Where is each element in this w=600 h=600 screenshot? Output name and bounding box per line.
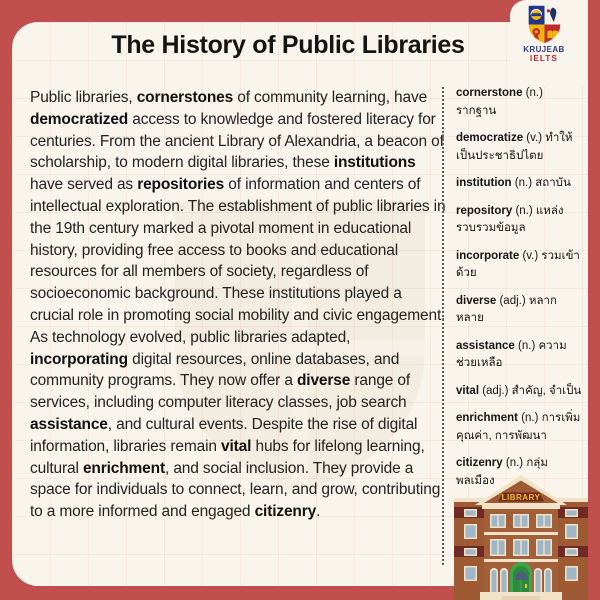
vocab-item — [456, 175, 584, 193]
vertical-dotted-divider — [442, 87, 444, 565]
article-text: of information and centers of intellectual exploration. The establishment of public libraries in the 19th century marked a pivotal moment in educational history, providing free access to books and educational resources for all members of society, regardless of socioeconomic background. These institutions played a crucial role in promoting social mobility and civic engagement. As technology evolved, public libraries adapted, — [30, 176, 446, 346]
vocab-term-inline: institutions — [333, 154, 416, 172]
article-text: hubs for lifelong learning, cultural — [30, 437, 425, 477]
vocab-pos: (n.) — [518, 412, 542, 424]
brand-shield-icon — [528, 5, 561, 44]
article-text: . — [316, 503, 321, 521]
vocab-term-inline: democratized — [30, 110, 129, 128]
vocab-item — [456, 130, 584, 165]
vocab-thai: กลุ่มพลเมือง — [456, 457, 548, 487]
brand-subname: IELTS — [529, 54, 559, 63]
vocab-term-inline: diverse — [296, 372, 351, 390]
vocab-pos: (v.) — [523, 132, 546, 144]
vocab-term-inline: repositories — [137, 176, 225, 194]
vocab-thai: หลากหลาย — [456, 294, 557, 324]
vocab-term-inline: vital — [221, 437, 252, 455]
article-text: Public libraries, — [30, 89, 137, 106]
article-text: of community learning, have — [233, 89, 428, 106]
vocab-pos: (adj.) — [479, 384, 512, 397]
article-paragraph — [30, 87, 447, 523]
article-text: , and social inclusion. They provide a space for individuals to connect, learn, and grow, contributing to a more informed and engaged — [30, 459, 441, 521]
vocab-word: institution — [456, 177, 512, 189]
vocab-thai: รวมเข้าด้วย — [456, 249, 580, 279]
vocab-word: cornerstone — [456, 87, 523, 99]
article-text: , and cultural events. Despite the rise of digital information, libraries remain — [30, 415, 418, 455]
vocab-term-inline: citizenry — [254, 503, 317, 521]
vocab-item — [456, 410, 584, 445]
library-building-illustration — [454, 474, 588, 600]
article-text: access to knowledge and fostered literacy for centuries. From the ancient Library of Alexandria, a beacon of scholarship, to modern digital libraries, these — [30, 110, 444, 172]
vocab-thai: ความช่วยเหลือ — [456, 339, 567, 369]
vocab-word: vital — [456, 384, 480, 397]
center-windows-row2 — [490, 539, 552, 556]
vocab-thai: การเพิ่มคุณค่า, การพัฒนา — [456, 412, 581, 442]
vocab-thai: รากฐาน — [456, 104, 497, 117]
vocab-thai: สถาบัน — [535, 177, 571, 189]
vocab-item — [456, 85, 584, 120]
vocab-pos: (n.) — [514, 339, 539, 352]
vocab-thai: แหล่งรวบรวมข้อมูล — [456, 204, 564, 234]
vocab-word: citizenry — [456, 457, 503, 469]
vocab-word: democratize — [456, 132, 524, 144]
vocab-pos: (n.) — [511, 177, 536, 189]
vocab-thai: ทำให้เป็นประชาธิปไตย — [456, 132, 573, 162]
library-sign-text: LIBRARY — [501, 493, 541, 502]
vocab-term-inline: assistance — [30, 415, 108, 433]
vocab-word: assistance — [456, 339, 515, 352]
vocab-term-inline: enrichment — [82, 459, 165, 477]
brand-name: KRUJEAB — [523, 45, 565, 54]
vocab-item — [456, 338, 584, 373]
vocab-pos: (n.) — [502, 457, 527, 469]
vocab-word: enrichment — [456, 412, 518, 424]
brand-logo-tab — [510, 0, 588, 86]
library-door — [510, 562, 532, 594]
vocab-term-inline: cornerstones — [136, 89, 234, 106]
vocab-pos: (n.) — [512, 204, 536, 217]
vocab-word: diverse — [456, 294, 497, 307]
vocab-item — [456, 383, 584, 401]
vocab-thai: สำคัญ, จำเป็น — [511, 384, 582, 397]
vocab-pos: (n.) — [522, 87, 543, 99]
vocab-word: incorporate — [456, 249, 520, 262]
article-text: range of services, including computer literacy classes, job search — [30, 372, 411, 412]
vocab-item — [456, 293, 584, 328]
vocab-item — [456, 248, 584, 283]
vocab-item — [456, 203, 584, 238]
vocab-sidebar — [456, 85, 584, 490]
vocab-pos: (v.) — [519, 249, 542, 262]
article-text: have served as — [30, 176, 138, 194]
page-title: The History of Public Libraries — [111, 31, 465, 59]
article-text: digital resources, online databases, and community programs. They now offer a — [30, 350, 400, 390]
center-windows-row1 — [490, 514, 552, 528]
vocab-term-inline: incorporating — [30, 350, 128, 368]
vocab-pos: (adj.) — [496, 294, 529, 307]
vocab-word: repository — [456, 204, 513, 217]
